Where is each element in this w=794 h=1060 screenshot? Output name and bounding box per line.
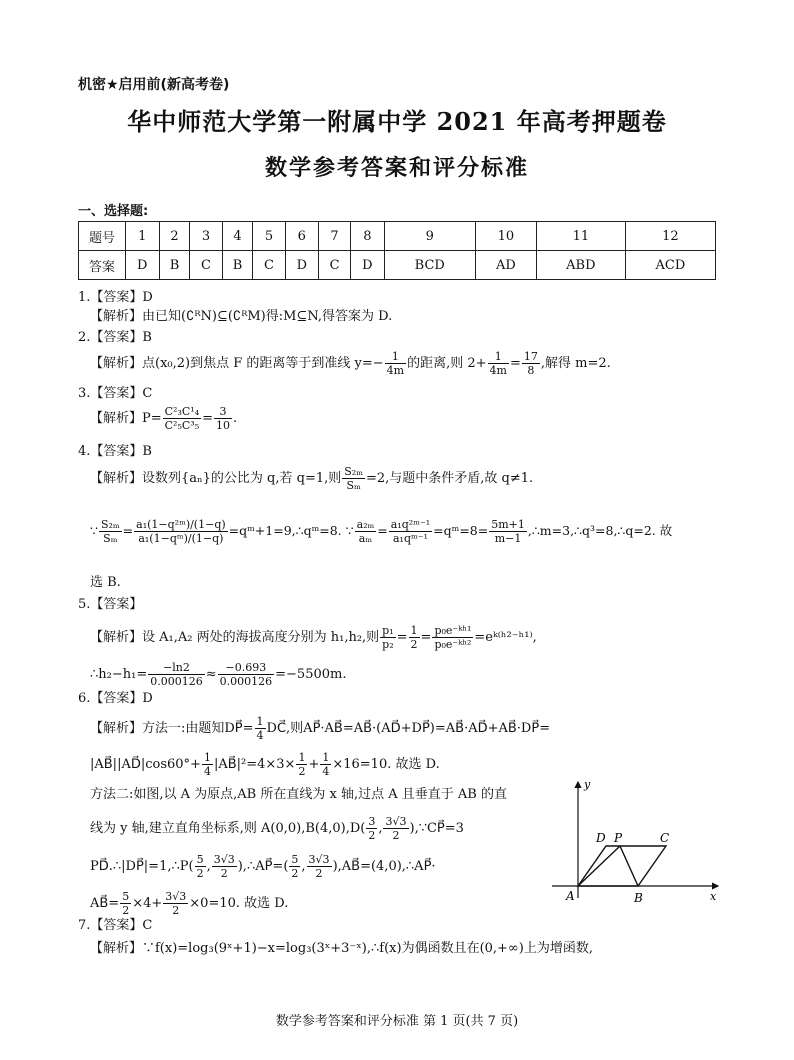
fraction <box>202 751 213 778</box>
numerator: p₀e⁻ᵏʰ¹ <box>434 624 472 637</box>
fraction <box>148 661 205 688</box>
fraction <box>522 350 540 377</box>
denominator: 4m <box>489 364 507 377</box>
text: PD⃗.∴|DP⃗|=1,∴P( <box>90 859 194 874</box>
text: =qᵐ+1=9,∴qᵐ=8. ∵ <box>228 523 354 538</box>
section-title: 一、选择题: <box>78 204 149 219</box>
numerator: 1 <box>203 751 211 764</box>
fraction <box>163 890 188 917</box>
table-cell: C <box>253 251 285 280</box>
text: |AB⃗|²=4×3× <box>213 757 296 772</box>
denominator: a₁(1−qᵐ)/(1−q) <box>138 532 224 545</box>
numerator: p₁ <box>382 624 394 637</box>
text: 【解析】设 A₁,A₂ 两处的海拔高度分别为 h₁,h₂,则 <box>90 630 380 645</box>
text: ),AB⃗=(4,0),∴AP⃗· <box>332 859 436 874</box>
text: =eᵏ⁽ʰ²⁻ʰ¹⁾, <box>474 630 537 645</box>
numerator: 17 <box>523 350 538 363</box>
denominator: 2 <box>410 638 418 651</box>
text: 的距离,则 2+ <box>407 356 487 371</box>
text: ,∴m=3,∴q³=8,∴q=2. 故 <box>527 523 673 538</box>
denominator: 2 <box>315 867 323 880</box>
table-cell: ABD <box>536 251 625 280</box>
point-c-label: C <box>660 831 670 845</box>
text: =qᵐ=8= <box>433 523 489 538</box>
q4-conclusion: 选 B. <box>90 575 121 590</box>
numerator: 1 <box>298 751 306 764</box>
text: , <box>206 859 211 874</box>
fraction <box>488 350 509 377</box>
table-cell: ACD <box>625 251 715 280</box>
denominator: a₁qᵐ⁻¹ <box>392 532 428 545</box>
text: = <box>396 630 408 645</box>
table-cell: 2 <box>159 222 190 251</box>
fraction <box>366 815 377 842</box>
numerator: 1 <box>256 715 264 728</box>
text: = <box>377 523 388 538</box>
q4-derivation <box>90 518 672 545</box>
numerator: a₂ₘ <box>356 518 375 531</box>
denominator: 8 <box>527 364 535 377</box>
q4-answer: 4.【答案】B <box>78 444 152 459</box>
text: |AB⃗||AD⃗|cos60°+ <box>90 757 201 772</box>
text: =2,与题中条件矛盾,故 q≠1. <box>365 471 534 486</box>
text: DC⃗,则AP⃗·AB⃗=AB⃗·(AD⃗+DP⃗)=AB⃗·AD⃗+AB⃗·DP⃗= <box>266 721 551 736</box>
denominator: m−1 <box>494 532 522 545</box>
numerator: 3 <box>368 815 376 828</box>
text: ,解得 m=2. <box>540 356 611 371</box>
text: 【解析】P= <box>90 411 162 426</box>
row-header: 题号 <box>79 222 126 251</box>
numerator: 3√3 <box>213 853 235 866</box>
q7-explanation: 【解析】∵f(x)=log₃(9ˣ+1)−x=log₃(3ˣ+3⁻ˣ),∴f(x)为偶函数且在(0,+∞)上为增函数, <box>90 941 593 956</box>
table-cell: 6 <box>285 222 319 251</box>
table-cell: D <box>351 251 385 280</box>
fraction <box>212 853 237 880</box>
numerator: 3 <box>214 405 232 419</box>
text: ),∵CP⃗=3 <box>409 821 464 836</box>
denominator: 2 <box>196 867 204 880</box>
table-cell: C <box>319 251 351 280</box>
x-label: x <box>710 890 717 903</box>
text: 【解析】方法一:由题知DP⃗= <box>90 721 254 736</box>
q1-answer: 1.【答案】D <box>78 290 153 305</box>
q7-answer: 7.【答案】C <box>78 918 153 933</box>
table-cell: 10 <box>475 222 536 251</box>
table-cell: 8 <box>351 222 385 251</box>
numerator: 1 <box>410 624 418 637</box>
numerator: 3√3 <box>385 815 407 828</box>
table-row <box>79 222 716 251</box>
text: 【解析】点(x₀,2)到焦点 F 的距离等于到准线 y=− <box>90 356 384 371</box>
q2-answer: 2.【答案】B <box>78 330 152 345</box>
q6-method1 <box>90 715 550 742</box>
text: = <box>420 630 432 645</box>
y-label: y <box>584 778 591 791</box>
fraction <box>383 815 408 842</box>
table-cell: B <box>222 251 253 280</box>
page-footer: 数学参考答案和评分标准 第 1 页(共 7 页) <box>275 1014 519 1029</box>
table-cell: 5 <box>253 222 285 251</box>
numerator: a₁(1−q²ᵐ)/(1−q) <box>136 518 226 531</box>
q1-explanation: 【解析】由已知(∁ᴿN)⊆(∁ᴿM)得:M⊆N,得答案为 D. <box>90 309 393 324</box>
segment-pb <box>620 846 638 886</box>
denominator: 2 <box>368 829 376 842</box>
denominator: 2 <box>172 904 180 917</box>
numerator: 1 <box>488 350 509 364</box>
text: , <box>378 821 383 836</box>
numerator: 5 <box>122 890 130 903</box>
q4-explanation <box>90 465 533 492</box>
q3-answer: 3.【答案】C <box>78 386 153 401</box>
numerator: 5 <box>196 853 204 866</box>
numerator: S₂ₘ <box>100 518 120 531</box>
denominator: 4m <box>386 364 405 377</box>
denominator: 2 <box>392 829 400 842</box>
numerator: 3√3 <box>308 853 330 866</box>
denominator: 2 <box>298 765 306 778</box>
table-cell: 3 <box>190 222 222 251</box>
denominator: Sₘ <box>346 479 361 492</box>
fraction <box>307 853 332 880</box>
text: ×0=10. 故选 D. <box>189 896 289 911</box>
denominator: 4 <box>203 765 211 778</box>
fraction <box>355 518 377 545</box>
text: 【解析】设数列{aₙ}的公比为 q,若 q=1,则 <box>90 471 342 486</box>
numerator: C²₃C¹₄ <box>164 405 200 418</box>
denominator: Sₘ <box>103 532 118 545</box>
text: = <box>509 356 521 371</box>
text: AB⃗= <box>90 896 120 911</box>
q5-answer: 5.【答案】 <box>78 597 143 612</box>
numerator: S₂ₘ <box>344 465 363 478</box>
coordinate-figure <box>548 778 724 906</box>
answer-table <box>78 221 716 280</box>
text: + <box>308 757 320 772</box>
denominator: p₂ <box>382 638 394 651</box>
numerator: a₁q²ᵐ⁻¹ <box>390 518 431 531</box>
table-cell: D <box>126 251 160 280</box>
denominator: aₘ <box>358 532 373 545</box>
text: =−5500m. <box>275 667 347 682</box>
table-cell: C <box>190 251 222 280</box>
point-d-label: D <box>596 831 606 845</box>
table-cell: 11 <box>536 222 625 251</box>
table-row <box>79 251 716 280</box>
fraction <box>163 405 201 432</box>
table-cell: D <box>285 251 319 280</box>
text: ×4+ <box>132 896 163 911</box>
text: ×16=10. 故选 D. <box>332 757 440 772</box>
q6-method2: 方法二:如图,以 A 为原点,AB 所在直线为 x 轴,过点 A 且垂直于 AB 的直 <box>90 787 507 802</box>
fraction <box>134 518 228 545</box>
fraction <box>409 624 420 651</box>
denominator: 0.000126 <box>219 675 273 688</box>
fraction <box>289 853 300 880</box>
point-b-label: B <box>634 891 643 905</box>
numerator: −0.693 <box>218 661 275 675</box>
q6-method2-line3 <box>90 853 436 880</box>
fraction <box>195 853 206 880</box>
q6-method1-line2 <box>90 751 440 778</box>
fraction <box>255 715 266 742</box>
segment-ap <box>578 846 620 886</box>
table-cell: 4 <box>222 222 253 251</box>
table-cell: 1 <box>126 222 160 251</box>
confidential-label: 机密★启用前(新高考卷) <box>78 77 230 93</box>
text: ∴h₂−h₁= <box>90 667 148 682</box>
text: ∵ <box>90 523 98 538</box>
fraction <box>214 405 232 432</box>
numerator: −ln2 <box>148 661 205 675</box>
q6-method2-line4 <box>90 890 288 917</box>
table-cell: 7 <box>319 222 351 251</box>
fraction <box>342 465 365 492</box>
denominator: 4 <box>256 729 264 742</box>
numerator: 1 <box>385 350 406 364</box>
fraction <box>320 751 331 778</box>
text: ),∴AP⃗=( <box>237 859 289 874</box>
numerator: 5m+1 <box>491 518 525 531</box>
text: , <box>301 859 306 874</box>
text: = <box>122 523 134 538</box>
denominator: 2 <box>291 867 299 880</box>
denominator: 2 <box>122 904 130 917</box>
q5-derivation <box>90 661 346 688</box>
fraction <box>489 518 527 545</box>
page-title: 华中师范大学第一附属中学 2021 年高考押题卷 <box>127 107 667 136</box>
text: 线为 y 轴,建立直角坐标系,则 A(0,0),B(4,0),D( <box>90 821 366 836</box>
fraction <box>432 624 473 651</box>
denominator: 0.000126 <box>150 675 203 688</box>
numerator: 3√3 <box>165 890 187 903</box>
point-p-label: P <box>614 831 623 845</box>
table-cell: 9 <box>384 222 475 251</box>
fraction <box>380 624 395 651</box>
denominator: 10 <box>216 419 231 432</box>
fraction <box>218 661 275 688</box>
fraction <box>120 890 131 917</box>
denominator: C²₅C³₅ <box>164 419 200 432</box>
q6-answer: 6.【答案】D <box>78 691 153 706</box>
text: . <box>233 411 238 426</box>
table-cell: AD <box>475 251 536 280</box>
text: ≈ <box>205 667 217 682</box>
numerator: 1 <box>322 751 330 764</box>
fraction <box>385 350 406 377</box>
point-a-label: A <box>566 889 575 903</box>
table-cell: B <box>159 251 190 280</box>
q3-explanation <box>90 405 237 432</box>
q2-explanation <box>90 350 611 377</box>
q6-method2-line2 <box>90 815 464 842</box>
row-header: 答案 <box>79 251 126 280</box>
fraction <box>99 518 122 545</box>
fraction <box>389 518 432 545</box>
page-subtitle: 数学参考答案和评分标准 <box>264 156 529 181</box>
numerator: 5 <box>291 853 299 866</box>
q5-explanation <box>90 624 537 651</box>
denominator: p₀e⁻ᵏʰ² <box>434 638 472 651</box>
denominator: 2 <box>220 867 228 880</box>
table-cell: 12 <box>625 222 715 251</box>
table-cell: BCD <box>384 251 475 280</box>
text: = <box>202 411 214 426</box>
denominator: 4 <box>322 765 330 778</box>
fraction <box>296 751 307 778</box>
